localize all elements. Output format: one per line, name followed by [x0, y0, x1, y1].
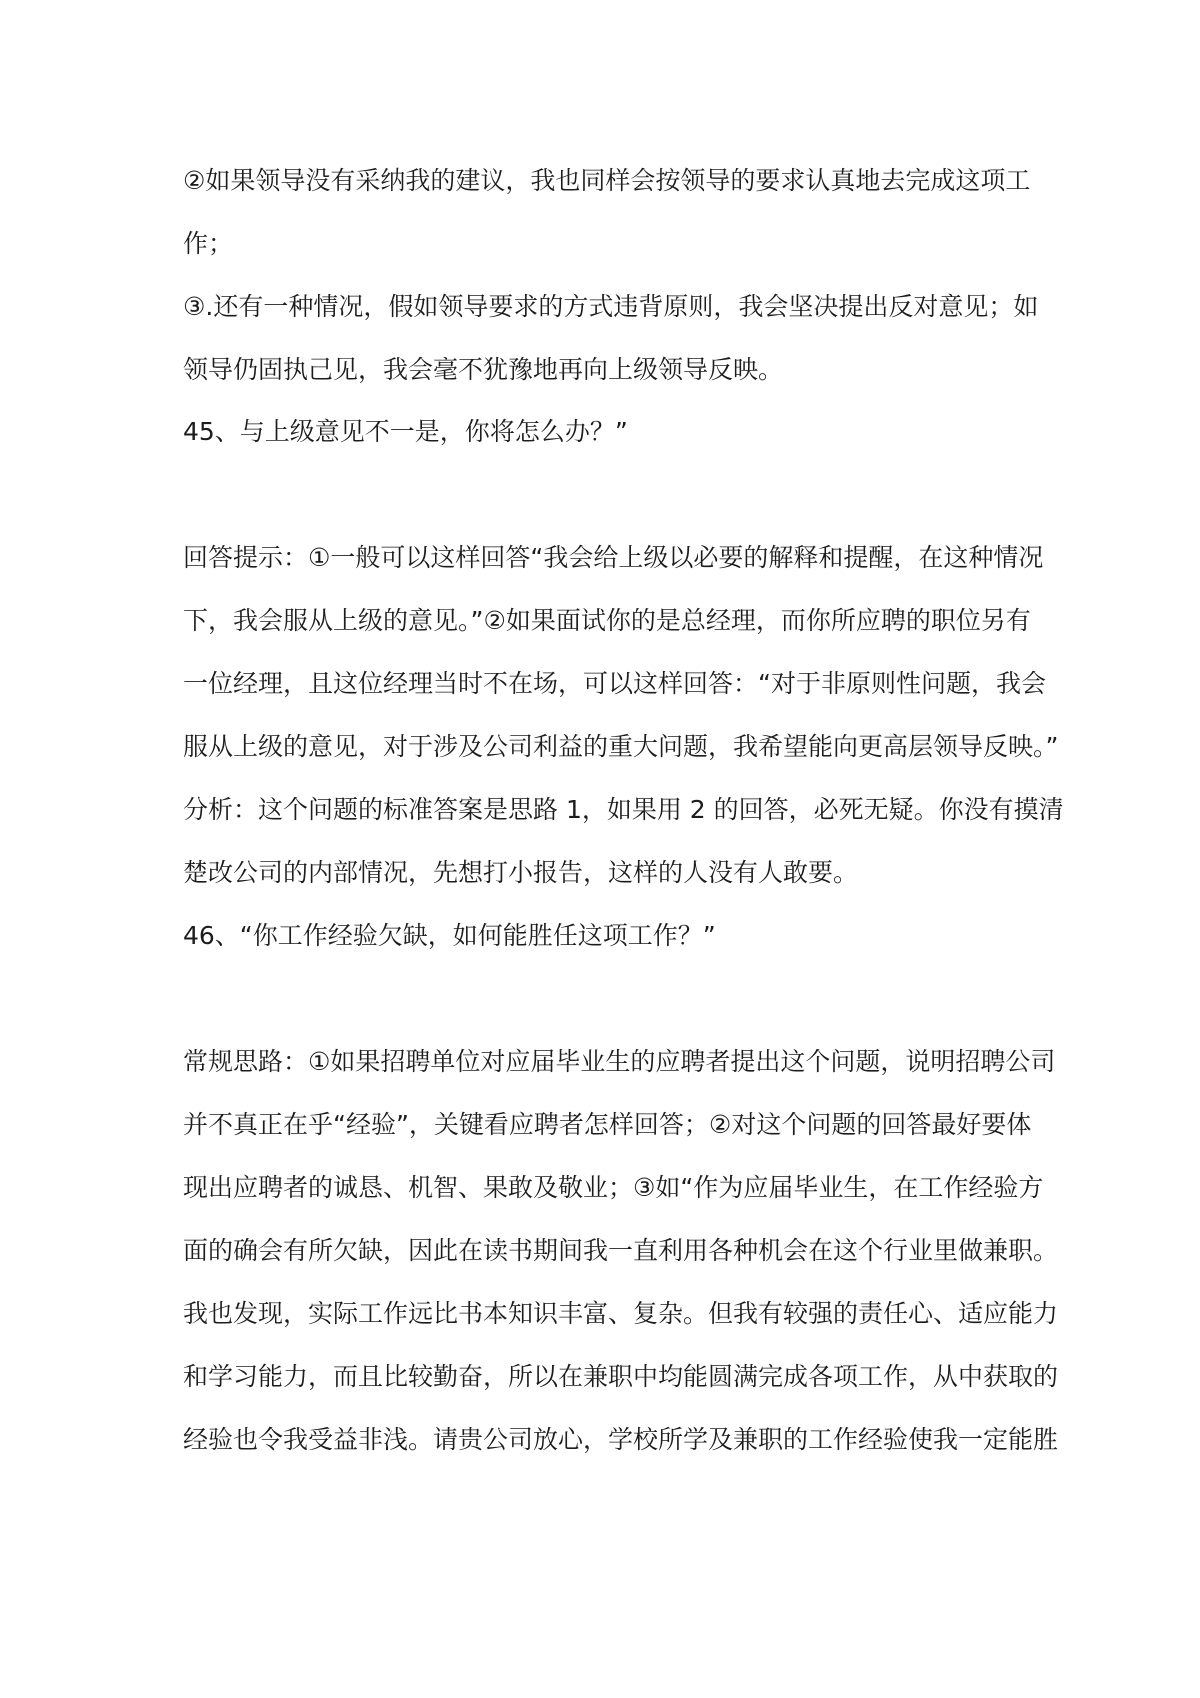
- text-line-7: 下，我会服从上级的意见。”②如果面试你的是总经理，而你所应聘的职位另有: [183, 606, 1031, 635]
- text-line-16: 面的确会有所欠缺，因此在读书期间我一直利用各种机会在这个行业里做兼职。: [183, 1236, 1059, 1265]
- text-line-19: 经验也令我受益非浅。请贵公司放心，学校所学及兼职的工作经验使我一定能胜: [183, 1425, 1059, 1454]
- text-line-8: 一位经理，且这位经理当时不在场，可以这样回答：“对于非原则性问题，我会: [183, 669, 1046, 698]
- text-line-2: 作；: [183, 229, 234, 258]
- text-line-9: 服从上级的意见，对于涉及公司利益的重大问题，我希望能向更高层领导反映。”: [183, 732, 1059, 761]
- text-line-13: 常规思路：①如果招聘单位对应届毕业生的应聘者提出这个问题，说明招聘公司: [183, 1047, 1056, 1076]
- question-45-heading: 45、与上级意见不一是，你将怎么办？”: [183, 417, 628, 446]
- text-line-15: 现出应聘者的诚恳、机智、果敢及敬业；③如“作为应届毕业生，在工作经验方: [183, 1173, 1044, 1202]
- text-line-14: 并不真正在乎“经验”，关键看应聘者怎样回答；②对这个问题的回答最好要体: [183, 1110, 1032, 1139]
- text-line-3: ③.还有一种情况，假如领导要求的方式违背原则，我会坚决提出反对意见；如: [183, 292, 1039, 321]
- question-46-heading: 46、“你工作经验欠缺，如何能胜任这项工作？”: [183, 921, 716, 950]
- text-line-4: 领导仍固执己见，我会毫不犹豫地再向上级领导反映。: [183, 355, 784, 384]
- text-line-18: 和学习能力，而且比较勤奋，所以在兼职中均能圆满完成各项工作，从中获取的: [183, 1362, 1059, 1391]
- text-line-11: 楚改公司的内部情况，先想打小报告，这样的人没有人敢要。: [183, 858, 859, 887]
- text-line-10: 分析：这个问题的标准答案是思路 1，如果用 2 的回答，必死无疑。你没有摸清: [183, 795, 1064, 824]
- text-line-17: 我也发现，实际工作远比书本知识丰富、复杂。但我有较强的责任心、适应能力: [183, 1299, 1059, 1328]
- text-line-6: 回答提示：①一般可以这样回答“我会给上级以必要的解释和提醒，在这种情况: [183, 543, 1044, 572]
- text-line-1: ②如果领导没有采纳我的建议，我也同样会按领导的要求认真地去完成这项工: [183, 166, 1031, 195]
